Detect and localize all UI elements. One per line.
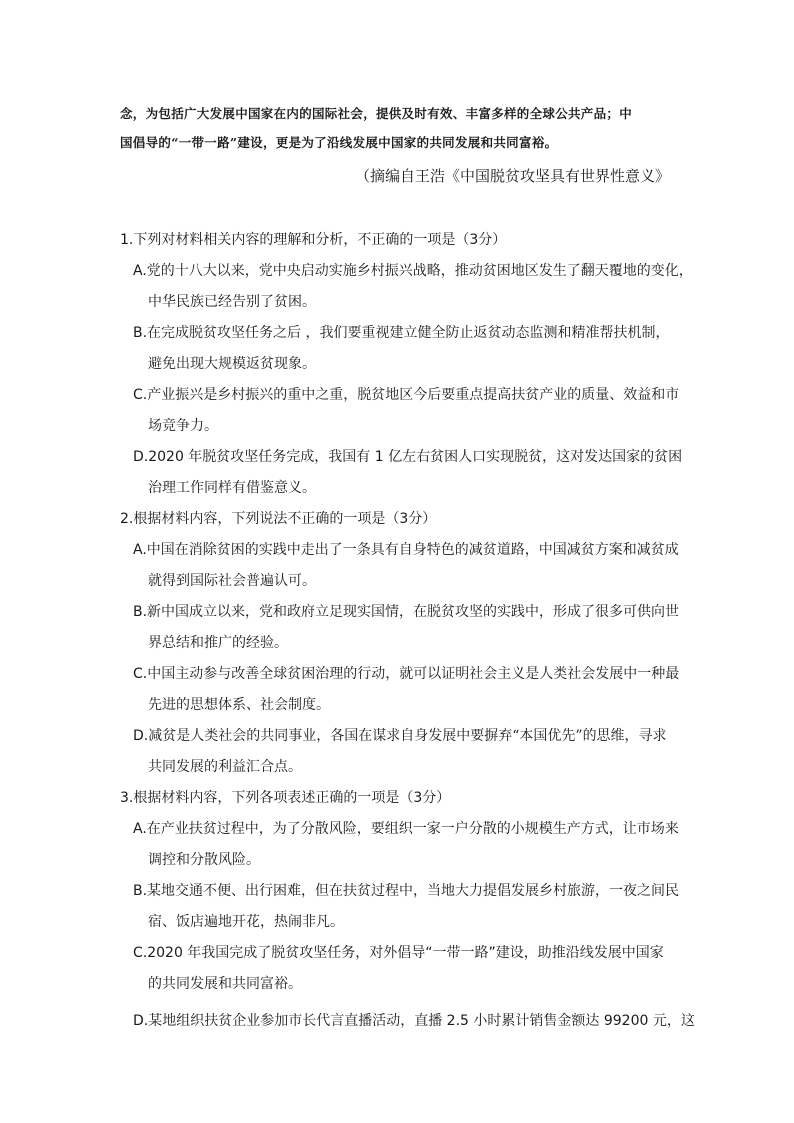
question-1-stem: 1.下列对材料相关内容的理解和分析，不正确的一项是（3分） <box>120 232 507 248</box>
q3-option-c-line2: 的共同发展和共同富裕。 <box>148 976 302 992</box>
q2-option-a-line1: A.中国在消除贫困的实践中走出了一条具有自身特色的减贫道路，中国减贫方案和减贫成 <box>133 542 679 558</box>
q1-option-a-line2: 中华民族已经告别了贫困。 <box>148 294 316 310</box>
q3-option-b-line1: B.某地交通不便、出行困难，但在扶贫过程中，当地大力提倡发展乡村旅游，一夜之间民 <box>133 883 680 899</box>
q1-option-b-line1: B.在完成脱贫攻坚任务之后 ，我们要重视建立健全防止返贫动态监测和精准帮扶机制， <box>133 325 670 341</box>
q1-option-a-line1: A.党的十八大以来，党中央启动实施乡村振兴战略，推动贫困地区发生了翻天覆地的变化， <box>133 263 693 279</box>
intro-line-2: 国倡导的“一带一路”建设，更是为了沿线发展中国家的共同发展和共同富裕。 <box>120 135 558 150</box>
q3-option-c-line1: C.2020 年我国完成了脱贫攻坚任务，对外倡导“一带一路”建设，助推沿线发展中国家 <box>133 945 664 961</box>
q2-option-d-text-b: 的思维，寻求 <box>582 728 667 744</box>
q1-option-d-line1: D.2020 年脱贫攻坚任务完成，我国有 1 亿左右贫困人口实现脱贫，这对发达国家的贫困 <box>133 449 683 465</box>
q2-option-b-line2: 界总结和推广的经验。 <box>148 635 288 651</box>
q2-option-d-text-a: D.减贫是人类社会的共同事业，各国在谋求自身发展中要摒弃 <box>133 728 513 744</box>
q2-option-c-line1: C.中国主动参与改善全球贫困治理的行动，就可以证明社会主义是人类社会发展中一种最 <box>133 666 680 682</box>
question-2-stem: 2.根据材料内容，下列说法不正确的一项是（3分） <box>120 511 437 527</box>
q2-option-a-line2: 就得到国际社会普遍认可。 <box>148 573 316 589</box>
question-3-stem: 3.根据材料内容，下列各项表述正确的一项是（3分） <box>120 790 451 806</box>
source-citation: （摘编自王浩《中国脱贫攻坚具有世界性意义》 <box>355 167 671 185</box>
q1-option-d-line2: 治理工作同样有借鉴意义。 <box>148 480 316 496</box>
q2-option-d-quote: “本国优先” <box>512 728 583 744</box>
q3-option-d-line1: D.某地组织扶贫企业参加市长代言直播活动，直播 2.5 小时累计销售金额达 99200 元，这 <box>133 1013 695 1029</box>
q1-option-c-line1: C.产业振兴是乡村振兴的重中之重，脱贫地区今后要重点提高扶贫产业的质量、效益和市 <box>133 387 680 403</box>
q3-option-b-line2: 宿、饭店遍地开花，热闹非凡。 <box>148 914 344 930</box>
q2-option-d-line2: 共同发展的利益汇合点。 <box>148 759 302 775</box>
q2-option-d-line1 <box>133 725 667 745</box>
q2-option-c-line2: 先进的思想体系、社会制度。 <box>148 697 330 713</box>
q1-option-b-line2: 避免出现大规模返贫现象。 <box>148 356 316 372</box>
q3-option-a-line2: 调控和分散风险。 <box>148 852 260 868</box>
q1-option-c-line2: 场竞争力。 <box>148 418 218 434</box>
q3-option-a-line1: A.在产业扶贫过程中，为了分散风险，要组织一家一户分散的小规模生产方式，让市场来 <box>133 821 679 837</box>
intro-line-1: 念，为包括广大发展中国家在内的国际社会，提供及时有效、丰富多样的全球公共产品；中 <box>120 106 633 121</box>
q2-option-b-line1: B.新中国成立以来，党和政府立足现实国情，在脱贫攻坚的实践中，形成了很多可供向世 <box>133 604 680 620</box>
